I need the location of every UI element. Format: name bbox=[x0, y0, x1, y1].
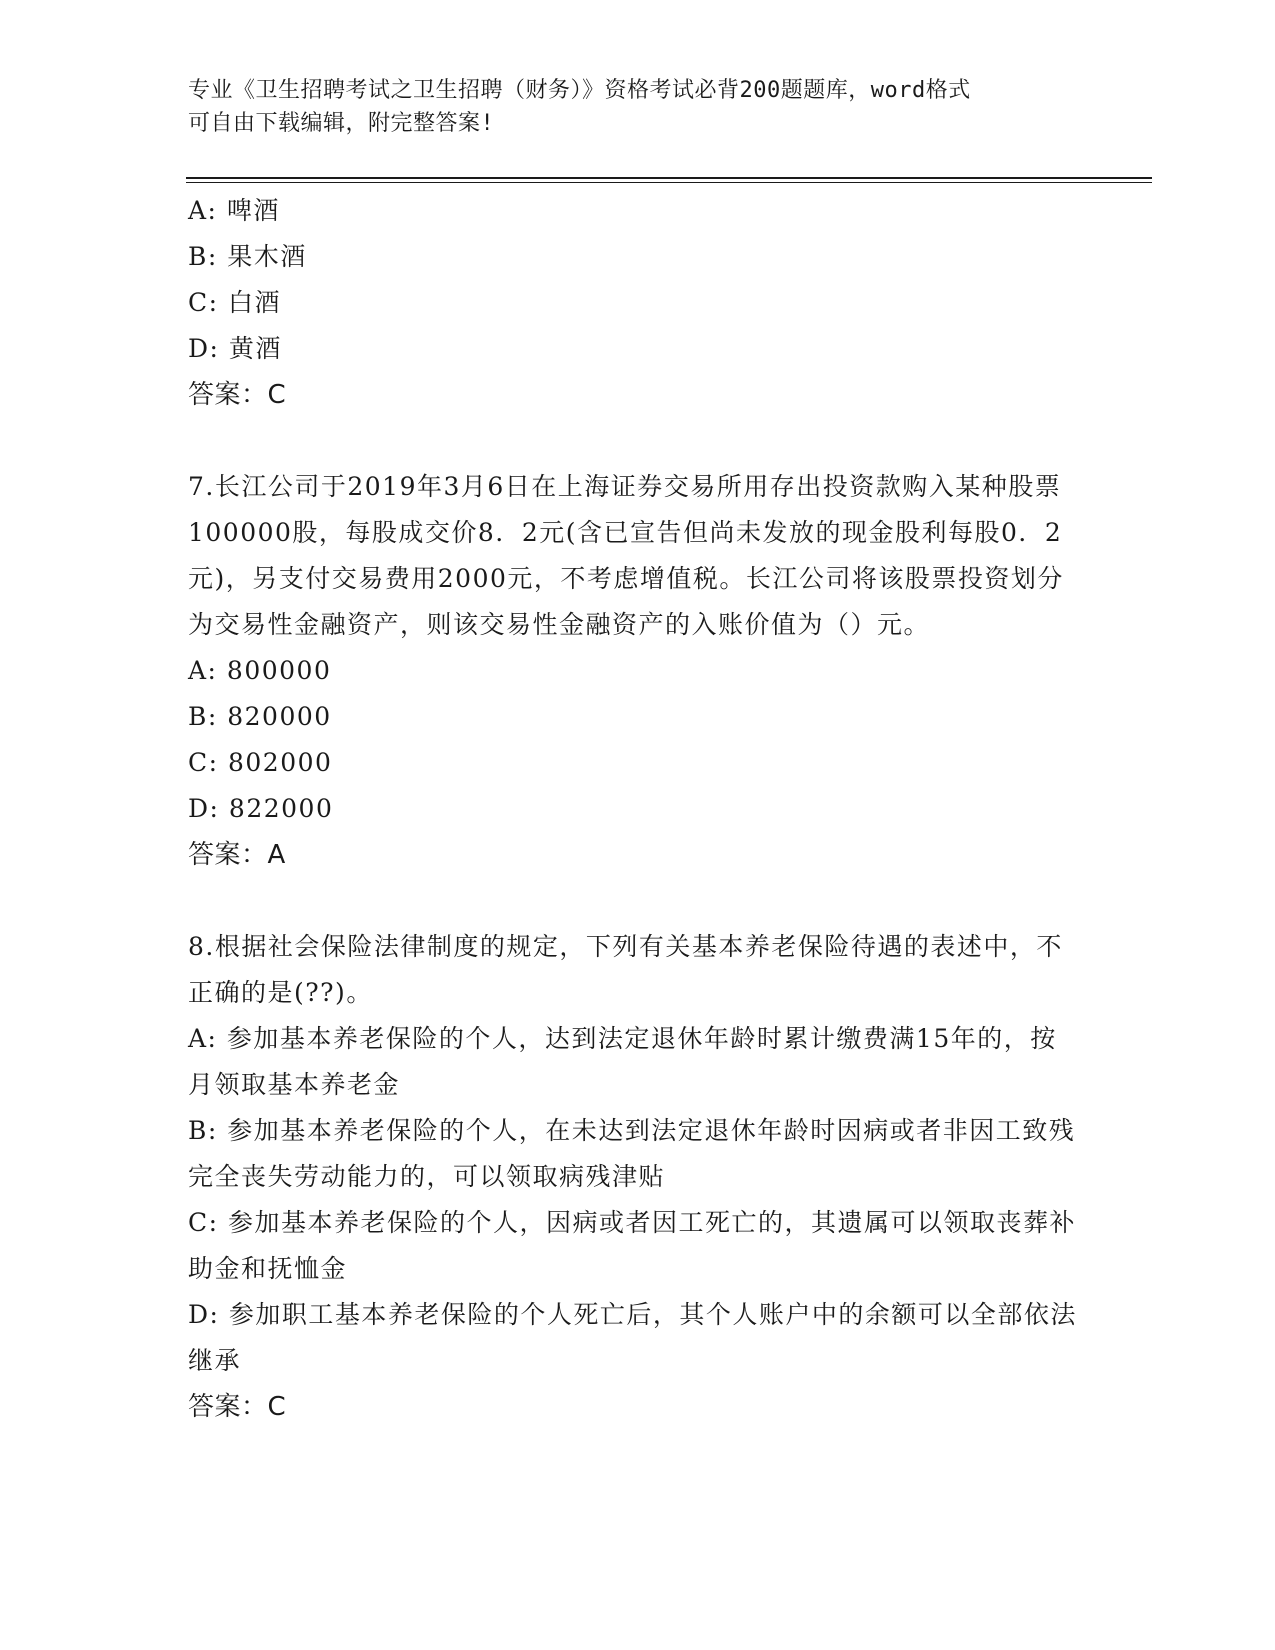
option-b: B: 参加基本养老保险的个人，在未达到法定退休年龄时因病或者非因工致残完全丧失劳动能力的，可以领取病残津贴 bbox=[188, 1116, 1076, 1191]
question-6 bbox=[188, 188, 1078, 418]
spacer bbox=[188, 418, 1078, 464]
header-divider-thick bbox=[186, 177, 1152, 179]
answer: 答案：A bbox=[188, 840, 286, 870]
option-b: B: 820000 bbox=[188, 702, 332, 731]
answer: 答案：C bbox=[188, 1392, 287, 1422]
document-header bbox=[188, 74, 1088, 140]
option-c: C: 802000 bbox=[188, 748, 333, 777]
option-b: B: 果木酒 bbox=[188, 242, 307, 271]
header-line-2: 可自由下载编辑，附完整答案! bbox=[188, 111, 495, 136]
option-c: C: 白酒 bbox=[188, 288, 281, 317]
question-stem: 7.长江公司于2019年3月6日在上海证券交易所用存出投资款购入某种股票100000股，每股成交价8．2元(含已宣告但尚未发放的现金股利每股0．2元)，另支付交易费用2000元，不考虑增值税。长江公司将该股票投资划分为交易性金融资产，则该交易性金融资产的入账价值为（）元。 bbox=[188, 472, 1064, 639]
option-a: A: 啤酒 bbox=[188, 196, 280, 225]
option-d: D: 822000 bbox=[188, 794, 334, 823]
option-a: A: 参加基本养老保险的个人，达到法定退休年龄时累计缴费满15年的，按月领取基本养老金 bbox=[188, 1024, 1057, 1099]
option-a: A: 800000 bbox=[188, 656, 332, 685]
question-list bbox=[188, 188, 1078, 1430]
answer: 答案：C bbox=[188, 380, 287, 410]
option-d: D: 参加职工基本养老保险的个人死亡后，其个人账户中的余额可以全部依法继承 bbox=[188, 1300, 1077, 1375]
question-stem: 8.根据社会保险法律制度的规定，下列有关基本养老保险待遇的表述中，不正确的是(??)。 bbox=[188, 932, 1063, 1007]
question-8 bbox=[188, 924, 1078, 1430]
header-divider-thin bbox=[186, 182, 1152, 183]
spacer bbox=[188, 878, 1078, 924]
option-c: C: 参加基本养老保险的个人，因病或者因工死亡的，其遗属可以领取丧葬补助金和抚恤金 bbox=[188, 1208, 1077, 1283]
option-d: D: 黄酒 bbox=[188, 334, 282, 363]
question-7 bbox=[188, 464, 1078, 878]
header-line-1: 专业《卫生招聘考试之卫生招聘（财务）》资格考试必背200题题库，word格式 bbox=[188, 78, 971, 103]
